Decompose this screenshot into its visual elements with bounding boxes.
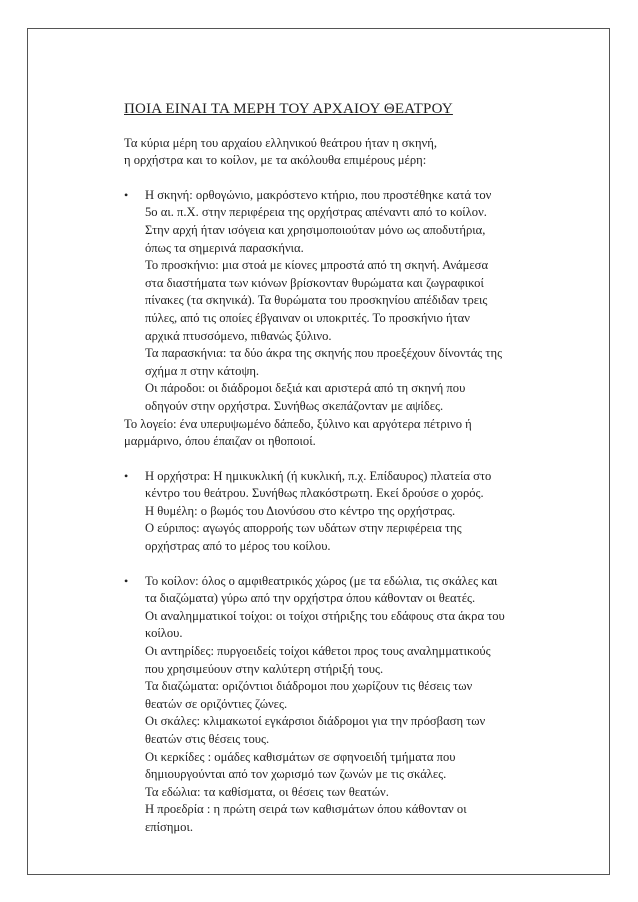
skene-line: πίνακες (τα σκηνικά). Τα θυρώματα του προσκηνίου απέδιδαν τρεις xyxy=(145,293,488,308)
intro-line: η ορχήστρα και το κοίλον, με τα ακόλουθα επιμέρους μέρη: xyxy=(124,153,427,168)
koilon-line: θεατών στις θέσεις τους. xyxy=(145,732,270,746)
bullet-icon: • xyxy=(124,573,129,588)
skene-line: Τα παρασκήνια: τα δύο άκρα της σκηνής που προεξέχουν δίνοντάς της xyxy=(145,346,503,361)
orchestra-line: Ο εύριπος: αγωγός απορροής των υδάτων στην περιφέρεια της xyxy=(145,521,462,536)
orchestra-line: ορχήστρας από το μέρος του κοίλου. xyxy=(145,539,331,554)
koilon-line: Οι αναλημματικοί τοίχοι: οι τοίχοι στήριξης του εδάφους στα άκρα του xyxy=(145,608,505,623)
document-title: ΠΟΙΑ ΕΙΝΑΙ ΤΑ ΜΕΡΗ ΤΟΥ ΑΡΧΑΙΟΥ ΘΕΑΤΡΟΥ xyxy=(124,101,453,117)
koilon-line: Οι αντηρίδες: πυργοειδείς τοίχοι κάθετοι προς τους αναλημματικούς xyxy=(145,644,491,659)
skene-line: σχήμα π στην κάτοψη. xyxy=(145,363,260,378)
koilon-line: δημιουργούνται από τον χωρισμό των ζωνών με τις σκάλες. xyxy=(145,767,447,782)
koilon-line: τα διαζώματα) γύρω από την ορχήστρα όπου κάθονταν οι θεατές. xyxy=(145,591,476,606)
intro-line: Τα κύρια μέρη του αρχαίου ελληνικού θεάτρου ήταν η σκηνή, xyxy=(124,135,437,150)
logeion-paragraph xyxy=(124,416,574,451)
document-body xyxy=(124,101,574,837)
koilon-line: επίσημοι. xyxy=(145,819,193,834)
bullet-skene xyxy=(124,187,574,416)
koilon-line: Τα εδώλια: τα καθίσματα, οι θέσεις των θεατών. xyxy=(145,784,389,799)
bullet-koilon xyxy=(124,573,574,837)
skene-line: αρχικά πτυσσόμενο, πιθανώς ξύλινο. xyxy=(145,328,332,343)
bullet-icon: • xyxy=(124,187,129,202)
document-page xyxy=(27,28,610,875)
bullet-icon: • xyxy=(124,468,129,483)
skene-line: Η σκηνή: ορθογώνιο, μακρόστενο κτήριο, που προστέθηκε κατά τον xyxy=(145,187,492,202)
koilon-line: Τα διαζώματα: οριζόντιοι διάδρομοι που χωρίζουν τις θέσεις των xyxy=(145,679,473,694)
logeion-line: μαρμάρινο, όπου έπαιζαν οι ηθοποιοί. xyxy=(124,434,316,449)
koilon-line: Οι κερκίδες : ομάδες καθισμάτων σε σφηνοειδή τμήματα που xyxy=(145,749,456,764)
spacer xyxy=(124,556,574,573)
skene-line: 5ο αι. π.Χ. στην περιφέρεια της ορχήστρας απέναντι από το κοίλον. xyxy=(145,205,487,220)
bullet-orchestra xyxy=(124,468,574,556)
orchestra-line: Η ορχήστρα: Η ημικυκλική (ή κυκλική, π.χ. Επίδαυρος) πλατεία στο xyxy=(145,468,492,483)
koilon-line: Το κοίλον: όλος ο αμφιθεατρικός χώρος (με τα εδώλια, τις σκάλες και xyxy=(145,573,498,588)
skene-line: Στην αρχή ήταν ισόγεια και χρησιμοποιούταν μόνο ως αποδυτήρια, xyxy=(145,222,486,237)
koilon-line: κοίλου. xyxy=(145,626,183,641)
logeion-line: Το λογείο: ένα υπερυψωμένο δάπεδο, ξύλινο και αργότερα πέτρινο ή xyxy=(124,416,472,431)
skene-line: στα διαστήματα των κιόνων βρίσκονταν θυρώματα και ζωγραφικοί xyxy=(145,275,484,290)
koilon-line: Οι σκάλες: κλιμακωτοί εγκάρσιοι διάδρομοι για την πρόσβαση των xyxy=(145,714,486,729)
skene-line: Το προσκήνιο: μια στοά με κίονες μπροστά από τη σκηνή. Ανάμεσα xyxy=(145,258,489,273)
koilon-line: θεατών σε οριζόντιες ζώνες. xyxy=(145,696,288,711)
orchestra-line: κέντρο του θεάτρου. Συνήθως πλακόστρωτη. Εκεί δρούσε ο χορός. xyxy=(145,486,484,501)
spacer xyxy=(124,451,574,468)
skene-line: οδηγούν στην ορχήστρα. Συνήθως σκεπάζονταν με αψίδες. xyxy=(145,398,444,413)
intro-paragraph xyxy=(124,135,574,170)
koilon-line: Η προεδρία : η πρώτη σειρά των καθισμάτων όπου κάθονταν οι xyxy=(145,802,467,817)
orchestra-line: Η θυμέλη: ο βωμός του Διονύσου στο κέντρο της ορχήστρας. xyxy=(145,503,456,518)
skene-line: Οι πάροδοι: οι διάδρομοι δεξιά και αριστερά από τη σκηνή που xyxy=(145,381,466,396)
skene-line: όπως τα σημερινά παρασκήνια. xyxy=(145,240,304,255)
skene-line: πύλες, από τις οποίες έβγαιναν οι υποκριτές. Το προσκήνιο ήταν xyxy=(145,310,470,325)
koilon-line: που χρησιμεύουν στην καλύτερη στήριξή τους. xyxy=(145,661,384,676)
